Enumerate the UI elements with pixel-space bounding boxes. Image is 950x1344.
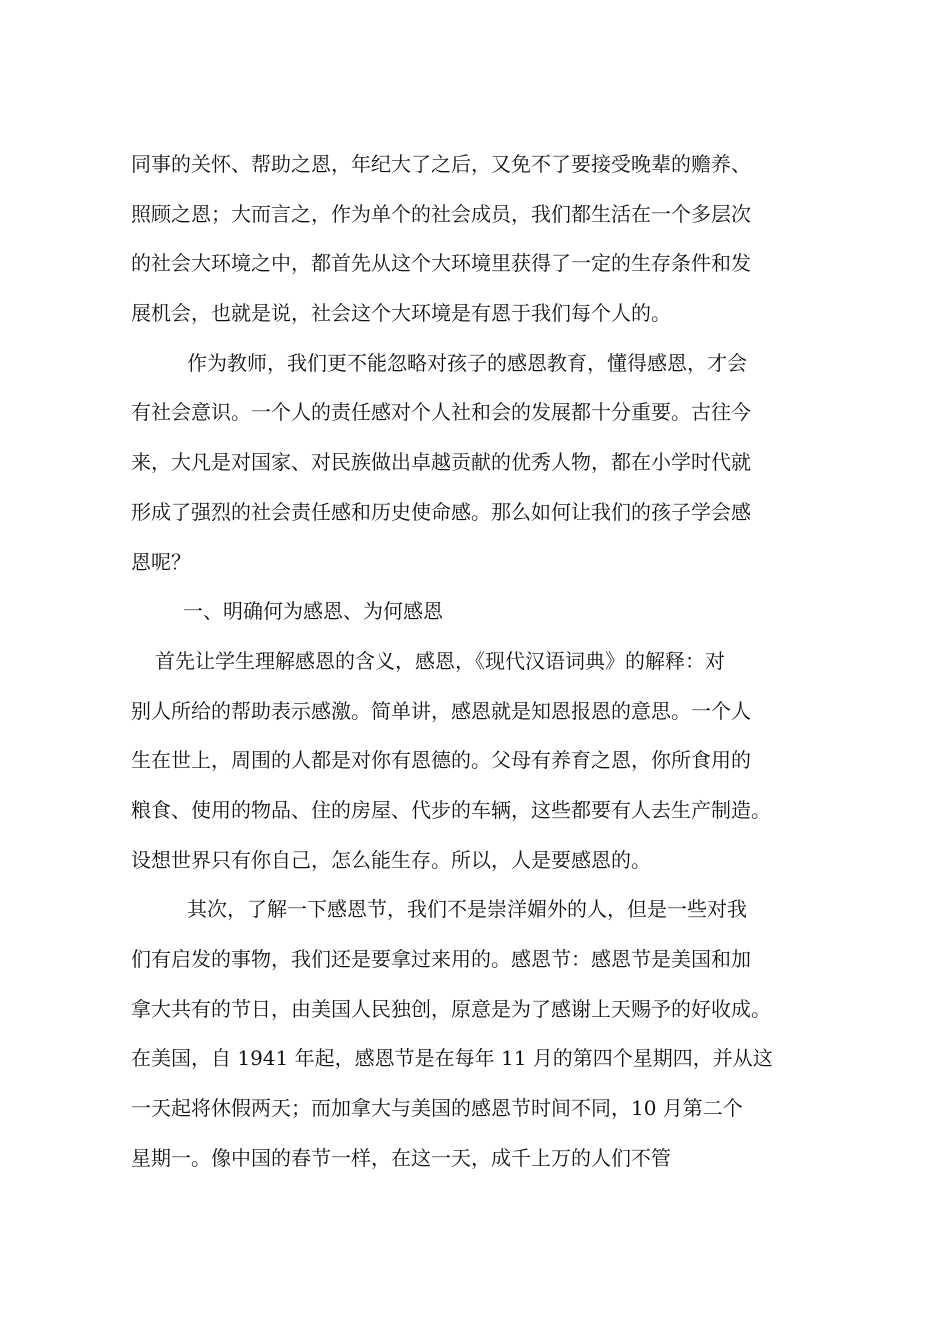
text-line: 生在世上，周围的人都是对你有恩德的。父母有养育之恩，你所食用的 xyxy=(131,748,751,773)
text-line: 拿大共有的节日，由美国人民独创，原意是为了感谢上天赐予的好收成。 xyxy=(131,996,771,1021)
text-line: 星期一。像中国的春节一样，在这一天，成千上万的人们不管 xyxy=(131,1145,671,1170)
section-heading: 一、明确何为感恩、为何感恩 xyxy=(183,599,443,624)
text-line: 的社会大环境之中，都首先从这个大环境里获得了一定的生存条件和发 xyxy=(131,251,751,276)
text-line: 粮食、使用的物品、住的房屋、代步的车辆，这些都要有人去生产制造。 xyxy=(131,797,771,822)
text-line: 照顾之恩；大而言之，作为单个的社会成员，我们都生活在一个多层次 xyxy=(131,201,751,226)
text-line: 在美国，自 1941 年起，感恩节是在每年 11 月的第四个星期四，并从这 xyxy=(131,1046,773,1071)
text-line: 同事的关怀、帮助之恩，年纪大了之后，又免不了要接受晚辈的赡养、 xyxy=(131,152,751,176)
text-line: 有社会意识。一个人的责任感对个人社和会的发展都十分重要。古往今 xyxy=(131,400,751,425)
text-line: 恩呢？ xyxy=(131,549,191,574)
text-line: 来，大凡是对国家、对民族做出卓越贡献的优秀人物，都在小学时代就 xyxy=(131,450,751,475)
text-line: 别人所给的帮助表示感激。简单讲，感恩就是知恩报恩的意思。一个人 xyxy=(131,698,751,723)
text-line: 展机会，也就是说，社会这个大环境是有恩于我们每个人的。 xyxy=(131,301,671,326)
paragraph-start: 作为教师，我们更不能忽略对孩子的感恩教育，懂得感恩，才会 xyxy=(187,350,747,375)
text-line: 形成了强烈的社会责任感和历史使命感。那么如何让我们的孩子学会感 xyxy=(131,499,751,524)
paragraph-start: 其次，了解一下感恩节，我们不是崇洋媚外的人，但是一些对我 xyxy=(187,897,747,922)
body-text xyxy=(131,140,851,1183)
text-line: 设想世界只有你自己，怎么能生存。所以，人是要感恩的。 xyxy=(131,847,651,872)
text-line: 一天起将休假两天；而加拿大与美国的感恩节时间不同，10 月第二个 xyxy=(131,1096,743,1121)
paragraph-start: 首先让学生理解感恩的含义，感恩，《现代汉语词典》的解释：对 xyxy=(155,648,725,673)
text-line: 们有启发的事物，我们还是要拿过来用的。感恩节：感恩节是美国和加 xyxy=(131,947,751,971)
